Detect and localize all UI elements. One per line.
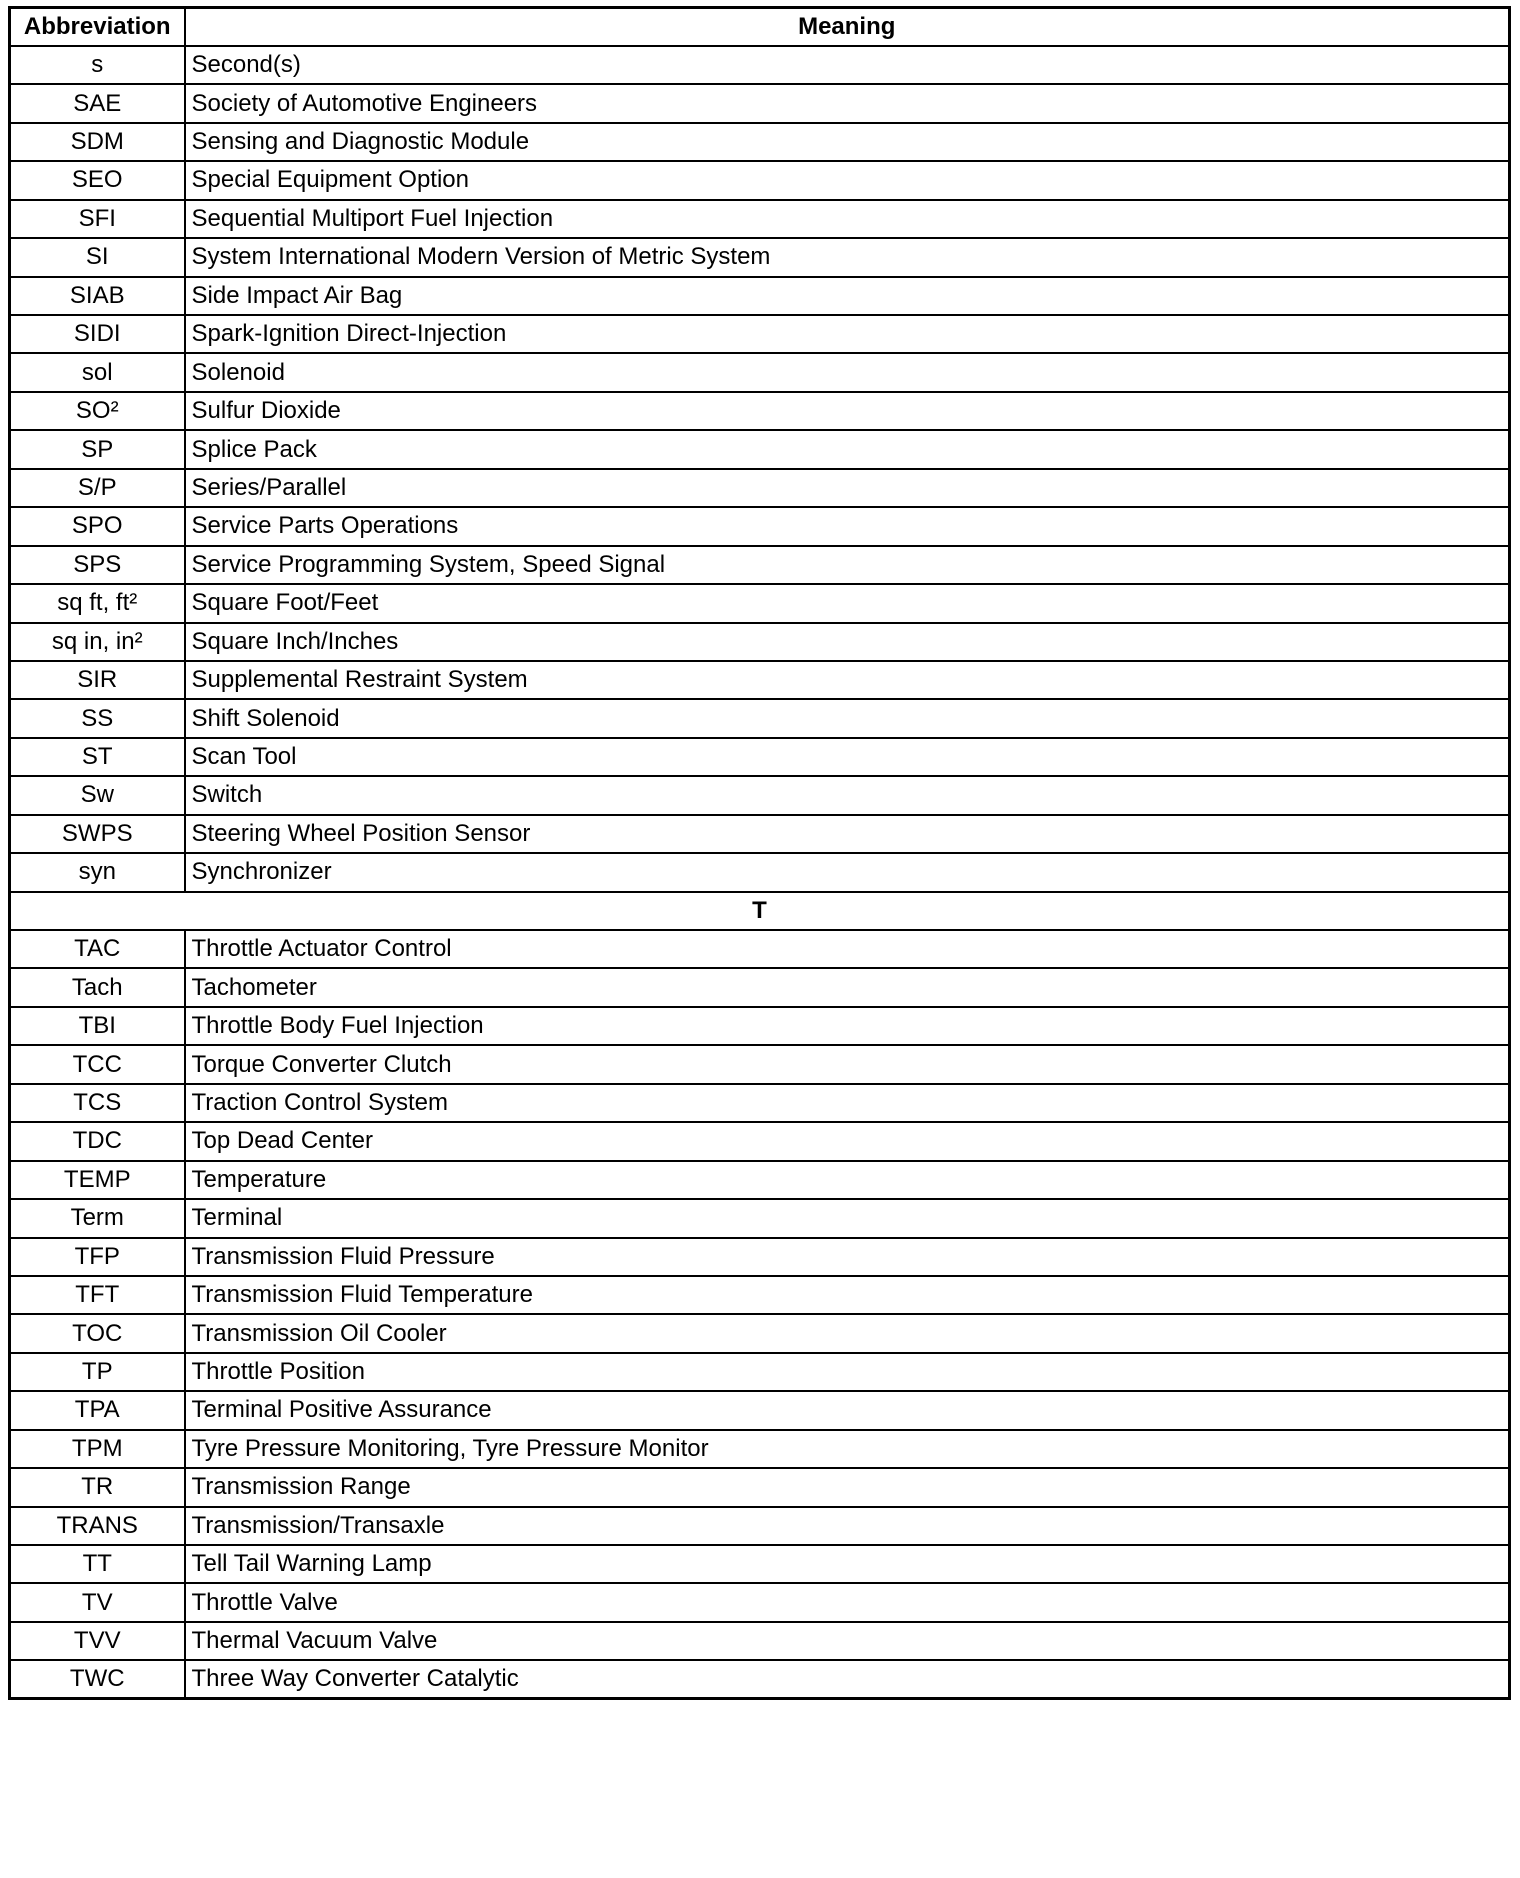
abbreviation-cell: TVV: [10, 1622, 185, 1660]
table-row: [10, 546, 1510, 584]
table-row: [10, 353, 1510, 391]
abbreviation-cell: SFI: [10, 200, 185, 238]
meaning-cell: Sequential Multiport Fuel Injection: [185, 200, 1510, 238]
table-row: [10, 1199, 1510, 1237]
abbreviation-cell: TCS: [10, 1084, 185, 1122]
meaning-cell: Throttle Valve: [185, 1583, 1510, 1621]
abbreviation-cell: ST: [10, 738, 185, 776]
meaning-cell: Transmission/Transaxle: [185, 1507, 1510, 1545]
abbreviation-cell: TT: [10, 1545, 185, 1583]
table-row: [10, 776, 1510, 814]
meaning-cell: Society of Automotive Engineers: [185, 84, 1510, 122]
abbreviation-cell: TAC: [10, 930, 185, 968]
table-row: [10, 815, 1510, 853]
abbreviation-cell: TWC: [10, 1660, 185, 1698]
abbreviation-cell: SAE: [10, 84, 185, 122]
table-row: [10, 84, 1510, 122]
abbreviation-cell: TPA: [10, 1391, 185, 1429]
abbreviation-cell: Tach: [10, 968, 185, 1006]
meaning-cell: Service Parts Operations: [185, 507, 1510, 545]
abbreviation-cell: Term: [10, 1199, 185, 1237]
abbreviation-cell: TEMP: [10, 1161, 185, 1199]
abbreviation-cell: SI: [10, 238, 185, 276]
meaning-cell: Throttle Position: [185, 1353, 1510, 1391]
table-row: [10, 1545, 1510, 1583]
abbreviation-cell: SIDI: [10, 315, 185, 353]
abbreviation-cell: SEO: [10, 161, 185, 199]
meaning-cell: Three Way Converter Catalytic: [185, 1660, 1510, 1698]
table-row: [10, 930, 1510, 968]
table-row: [10, 584, 1510, 622]
table-row: [10, 46, 1510, 84]
abbreviation-table: [8, 6, 1511, 1700]
table-row: [10, 1276, 1510, 1314]
abbreviation-cell: SWPS: [10, 815, 185, 853]
abbreviation-cell: TOC: [10, 1314, 185, 1352]
table-row: [10, 200, 1510, 238]
meaning-cell: Special Equipment Option: [185, 161, 1510, 199]
table-row: [10, 853, 1510, 891]
abbreviation-cell: TCC: [10, 1045, 185, 1083]
meaning-cell: Spark-Ignition Direct-Injection: [185, 315, 1510, 353]
table-row: [10, 507, 1510, 545]
meaning-cell: Tachometer: [185, 968, 1510, 1006]
meaning-cell: Tyre Pressure Monitoring, Tyre Pressure Monitor: [185, 1430, 1510, 1468]
abbreviation-cell: S/P: [10, 469, 185, 507]
abbreviation-column-header: Abbreviation: [10, 8, 185, 46]
table-row: [10, 1430, 1510, 1468]
abbreviation-cell: syn: [10, 853, 185, 891]
table-row: [10, 123, 1510, 161]
section-letter: T: [10, 892, 1510, 930]
meaning-cell: Square Inch/Inches: [185, 623, 1510, 661]
abbreviation-cell: SDM: [10, 123, 185, 161]
table-row: [10, 699, 1510, 737]
abbreviation-cell: sq in, in²: [10, 623, 185, 661]
abbreviation-cell: s: [10, 46, 185, 84]
table-row: [10, 1161, 1510, 1199]
table-row: [10, 277, 1510, 315]
meaning-cell: Solenoid: [185, 353, 1510, 391]
meaning-cell: Switch: [185, 776, 1510, 814]
table-row: [10, 315, 1510, 353]
abbreviation-cell: SO²: [10, 392, 185, 430]
meaning-cell: System International Modern Version of Metric System: [185, 238, 1510, 276]
meaning-cell: Terminal Positive Assurance: [185, 1391, 1510, 1429]
table-row: [10, 1391, 1510, 1429]
table-row: [10, 1238, 1510, 1276]
table-row: [10, 238, 1510, 276]
meaning-cell: Transmission Fluid Temperature: [185, 1276, 1510, 1314]
table-row: [10, 161, 1510, 199]
abbreviation-cell: TPM: [10, 1430, 185, 1468]
table-row: [10, 1622, 1510, 1660]
table-row: [10, 738, 1510, 776]
abbreviation-cell: TR: [10, 1468, 185, 1506]
table-row: [10, 469, 1510, 507]
meaning-cell: Throttle Actuator Control: [185, 930, 1510, 968]
abbreviation-cell: TFT: [10, 1276, 185, 1314]
table-row: [10, 1007, 1510, 1045]
table-row: [10, 430, 1510, 468]
abbreviation-cell: SP: [10, 430, 185, 468]
meaning-cell: Transmission Oil Cooler: [185, 1314, 1510, 1352]
abbreviation-cell: SIR: [10, 661, 185, 699]
meaning-cell: Terminal: [185, 1199, 1510, 1237]
table-row: [10, 1468, 1510, 1506]
abbreviation-cell: TBI: [10, 1007, 185, 1045]
table-row: [10, 623, 1510, 661]
meaning-cell: Top Dead Center: [185, 1122, 1510, 1160]
meaning-cell: Synchronizer: [185, 853, 1510, 891]
abbreviation-cell: TDC: [10, 1122, 185, 1160]
meaning-cell: Transmission Range: [185, 1468, 1510, 1506]
meaning-cell: Square Foot/Feet: [185, 584, 1510, 622]
section-header-row: [10, 892, 1510, 930]
table-row: [10, 661, 1510, 699]
abbreviation-cell: sol: [10, 353, 185, 391]
table-row: [10, 1122, 1510, 1160]
meaning-column-header: Meaning: [185, 8, 1510, 46]
meaning-cell: Second(s): [185, 46, 1510, 84]
meaning-cell: Sensing and Diagnostic Module: [185, 123, 1510, 161]
abbreviation-cell: SPO: [10, 507, 185, 545]
abbreviation-cell: Sw: [10, 776, 185, 814]
table-row: [10, 1660, 1510, 1698]
table-row: [10, 1314, 1510, 1352]
table-row: [10, 968, 1510, 1006]
meaning-cell: Scan Tool: [185, 738, 1510, 776]
meaning-cell: Shift Solenoid: [185, 699, 1510, 737]
abbreviation-cell: TV: [10, 1583, 185, 1621]
meaning-cell: Throttle Body Fuel Injection: [185, 1007, 1510, 1045]
table-row: [10, 1045, 1510, 1083]
meaning-cell: Traction Control System: [185, 1084, 1510, 1122]
meaning-cell: Torque Converter Clutch: [185, 1045, 1510, 1083]
table-row: [10, 392, 1510, 430]
abbreviation-cell: TP: [10, 1353, 185, 1391]
table-row: [10, 1353, 1510, 1391]
table-header-row: [10, 8, 1510, 46]
meaning-cell: Splice Pack: [185, 430, 1510, 468]
table-row: [10, 1507, 1510, 1545]
abbreviation-cell: SS: [10, 699, 185, 737]
table-row: [10, 1583, 1510, 1621]
abbreviation-cell: SIAB: [10, 277, 185, 315]
table-row: [10, 1084, 1510, 1122]
abbreviation-cell: SPS: [10, 546, 185, 584]
abbreviation-cell: sq ft, ft²: [10, 584, 185, 622]
meaning-cell: Supplemental Restraint System: [185, 661, 1510, 699]
meaning-cell: Transmission Fluid Pressure: [185, 1238, 1510, 1276]
meaning-cell: Sulfur Dioxide: [185, 392, 1510, 430]
table-body: [10, 46, 1510, 1699]
meaning-cell: Temperature: [185, 1161, 1510, 1199]
abbreviation-cell: TFP: [10, 1238, 185, 1276]
meaning-cell: Tell Tail Warning Lamp: [185, 1545, 1510, 1583]
meaning-cell: Side Impact Air Bag: [185, 277, 1510, 315]
meaning-cell: Series/Parallel: [185, 469, 1510, 507]
meaning-cell: Service Programming System, Speed Signal: [185, 546, 1510, 584]
meaning-cell: Steering Wheel Position Sensor: [185, 815, 1510, 853]
meaning-cell: Thermal Vacuum Valve: [185, 1622, 1510, 1660]
abbreviation-cell: TRANS: [10, 1507, 185, 1545]
